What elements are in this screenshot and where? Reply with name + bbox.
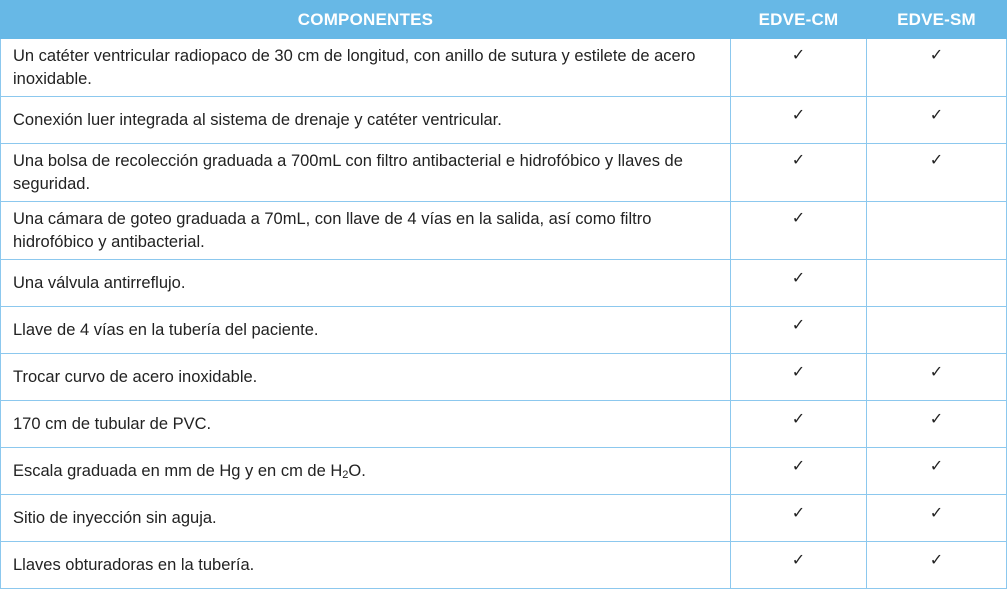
edve-cm-check-icon: ✓ [731, 354, 867, 401]
header-componentes: COMPONENTES [1, 1, 731, 39]
edve-sm-check-icon: ✓ [867, 495, 1007, 542]
edve-sm-check-icon [867, 260, 1007, 307]
edve-sm-check-icon: ✓ [867, 354, 1007, 401]
component-description: Una bolsa de recolección graduada a 700mL con filtro antibacterial e hidrofóbico y llaves de seguridad. [1, 144, 731, 202]
component-description: Sitio de inyección sin aguja. [1, 495, 731, 542]
edve-cm-check-icon: ✓ [731, 448, 867, 495]
component-description: Llaves obturadoras en la tubería. [1, 542, 731, 589]
edve-sm-check-icon [867, 202, 1007, 260]
edve-sm-check-icon [867, 307, 1007, 354]
table-row [1, 542, 1007, 589]
edve-cm-check-icon: ✓ [731, 202, 867, 260]
edve-sm-check-icon: ✓ [867, 97, 1007, 144]
component-description: Un catéter ventricular radiopaco de 30 cm de longitud, con anillo de sutura y estilete de acero inoxidable. [1, 39, 731, 97]
edve-sm-check-icon: ✓ [867, 144, 1007, 202]
table-row [1, 39, 1007, 97]
table-row [1, 144, 1007, 202]
component-description: 170 cm de tubular de PVC. [1, 401, 731, 448]
edve-cm-check-icon: ✓ [731, 144, 867, 202]
header-edve-sm: EDVE-SM [867, 1, 1007, 39]
component-description: Una cámara de goteo graduada a 70mL, con llave de 4 vías en la salida, así como filtro hidrofóbico y antibacterial. [1, 202, 731, 260]
description-text: Escala graduada en mm de Hg y en cm de H [13, 461, 343, 480]
table-row [1, 448, 1007, 495]
edve-cm-check-icon: ✓ [731, 97, 867, 144]
edve-sm-check-icon: ✓ [867, 401, 1007, 448]
component-description: Conexión luer integrada al sistema de drenaje y catéter ventricular. [1, 97, 731, 144]
table-row [1, 97, 1007, 144]
edve-cm-check-icon: ✓ [731, 39, 867, 97]
edve-sm-check-icon: ✓ [867, 542, 1007, 589]
edve-cm-check-icon: ✓ [731, 401, 867, 448]
table-row [1, 307, 1007, 354]
subscript-two: 2 [342, 468, 349, 481]
component-description: Trocar curvo de acero inoxidable. [1, 354, 731, 401]
table-row [1, 354, 1007, 401]
table-row [1, 260, 1007, 307]
description-text-end: O. [348, 461, 366, 480]
table-row [1, 202, 1007, 260]
component-description: Llave de 4 vías en la tubería del paciente. [1, 307, 731, 354]
edve-cm-check-icon: ✓ [731, 307, 867, 354]
edve-sm-check-icon: ✓ [867, 39, 1007, 97]
edve-cm-check-icon: ✓ [731, 542, 867, 589]
edve-sm-check-icon: ✓ [867, 448, 1007, 495]
edve-cm-check-icon: ✓ [731, 260, 867, 307]
component-description [1, 448, 731, 495]
edve-cm-check-icon: ✓ [731, 495, 867, 542]
table-row [1, 495, 1007, 542]
component-description: Una válvula antirreflujo. [1, 260, 731, 307]
header-edve-cm: EDVE-CM [731, 1, 867, 39]
header-row [1, 1, 1007, 39]
table-row [1, 401, 1007, 448]
